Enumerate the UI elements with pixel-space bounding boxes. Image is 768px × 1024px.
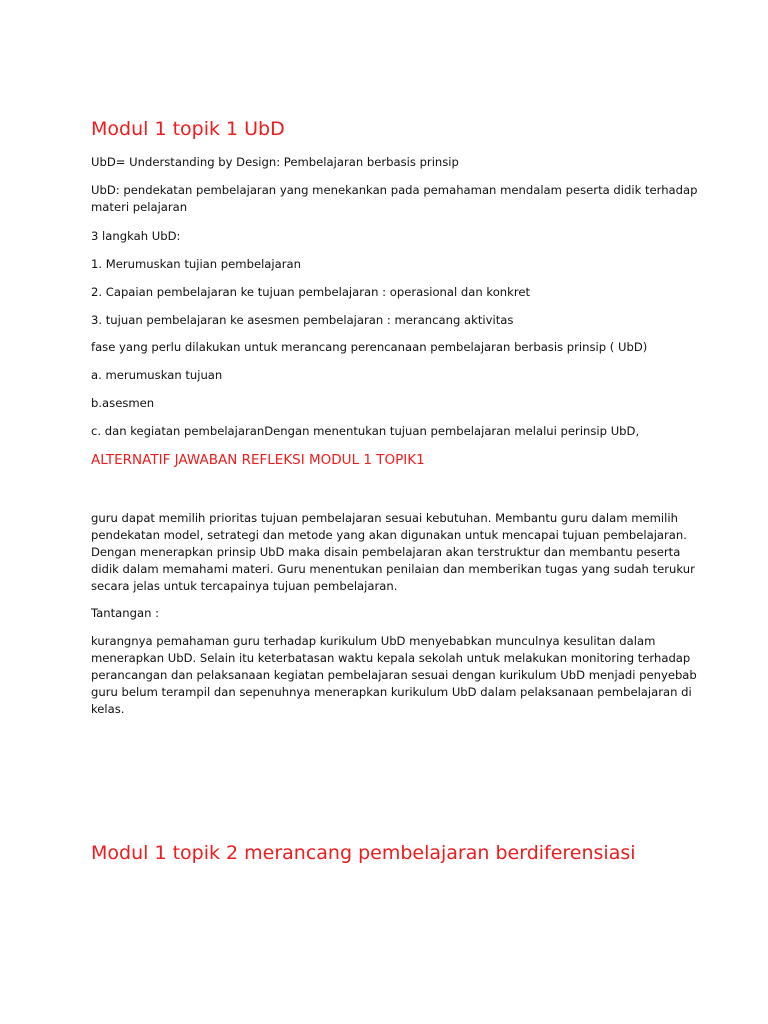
list-item-step1: 1. Merumuskan tujian pembelajaran [91,257,301,271]
heading-topic1: Modul 1 topik 1 UbD [91,118,285,140]
text-line: kelas. [91,702,125,716]
list-item-step3: 3. tujuan pembelajaran ke asesmen pembelajaran : merancang aktivitas [91,313,514,327]
paragraph-reflection [91,510,695,595]
text-line: guru dapat memilih prioritas tujuan pembelajaran sesuai kebutuhan. Membantu guru dalam memilih [91,511,678,525]
list-item-step2: 2. Capaian pembelajaran ke tujuan pembelajaran : operasional dan konkret [91,285,531,299]
text-line: kurangnya pemahaman guru terhadap kurikulum UbD menyebabkan munculnya kesulitan dalam [91,634,656,648]
text-line: pendekatan model, setrategi dan metode yang akan digunakan untuk mencapai tujuan pembelajaran. [91,528,687,542]
paragraph-steps-label: 3 langkah UbD: [91,229,181,243]
heading-topic2: Modul 1 topik 2 merancang pembelajaran berdiferensiasi [91,842,636,864]
paragraph-ubd-definition: UbD= Understanding by Design: Pembelajaran berbasis prinsip [91,155,459,169]
text-line: perancangan dan pelaksanaan kegiatan pembelajaran sesuai dengan kurikulum UbD menjadi penyebab [91,668,697,682]
text-line: materi pelajaran [91,200,188,214]
list-item-phase-b: b.asesmen [91,396,155,410]
text-line: menerapkan UbD. Selain itu keterbatasan waktu kepala sekolah untuk melakukan monitoring terhadap [91,651,691,665]
list-item-phase-c: c. dan kegiatan pembelajaranDengan menentukan tujuan pembelajaran melalui perinsip UbD, [91,424,640,438]
paragraph-challenge [91,633,697,718]
paragraph-challenge-label: Tantangan : [91,606,160,620]
list-item-phase-a: a. merumuskan tujuan [91,368,223,382]
text-line: Dengan menerapkan prinsip UbD maka disain pembelajaran akan terstruktur dan membantu peserta [91,545,681,559]
paragraph-phase-intro: fase yang perlu dilakukan untuk merancang perencanaan pembelajaran berbasis prinsip ( UbD) [91,340,648,354]
text-line: guru belum terampil dan sepenuhnya menerapkan kurikulum UbD dalam pelaksanaan pembelajaran di [91,685,692,699]
text-line: didik dalam memahami materi. Guru menentukan penilaian dan memberikan tugas yang sudah terukur [91,562,695,576]
paragraph-ubd-description [91,182,698,216]
text-line: secara jelas untuk tercapainya tujuan pembelajaran. [91,579,398,593]
heading-reflection: ALTERNATIF JAWABAN REFLEKSI MODUL 1 TOPIK1 [91,452,425,468]
text-line: UbD: pendekatan pembelajaran yang menekankan pada pemahaman mendalam peserta didik terhadap [91,183,698,197]
